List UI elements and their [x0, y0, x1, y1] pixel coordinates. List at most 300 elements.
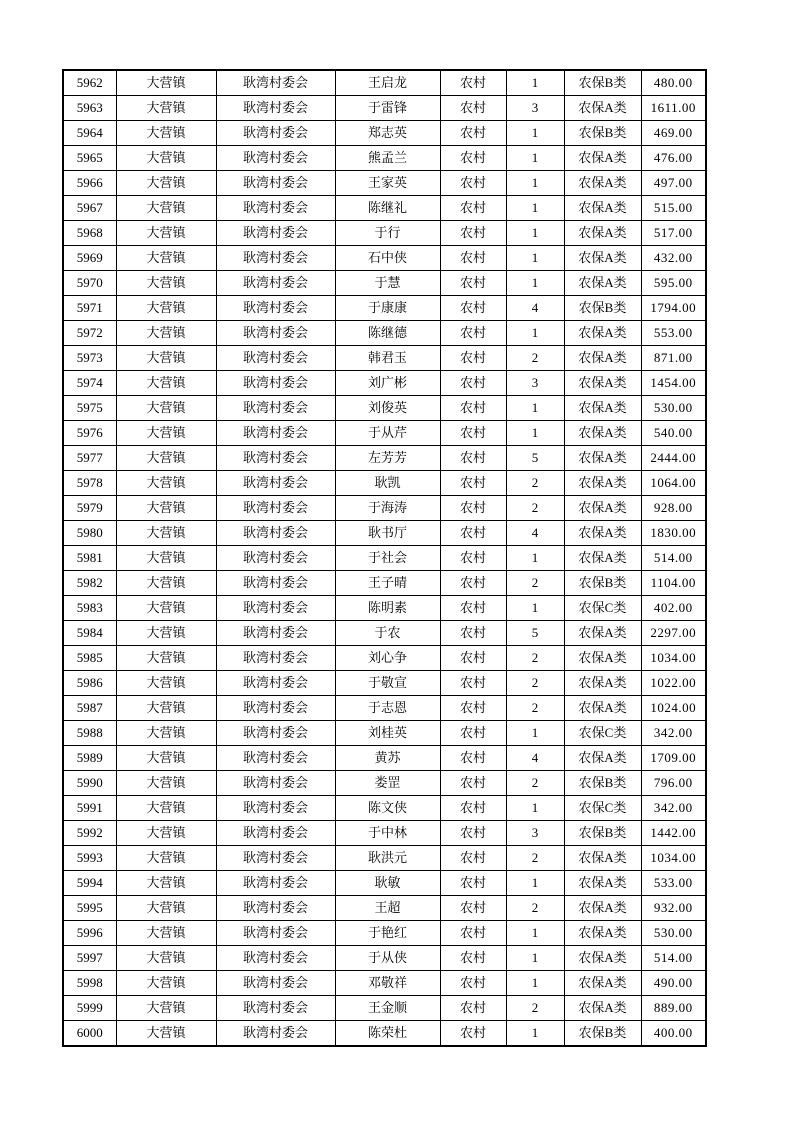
cell-amount: 517.00	[641, 221, 706, 246]
cell-seq: 5993	[63, 846, 116, 871]
cell-category: 农保A类	[564, 171, 641, 196]
cell-town: 大营镇	[116, 171, 216, 196]
cell-count: 2	[506, 896, 564, 921]
cell-residence: 农村	[440, 546, 506, 571]
cell-category: 农保A类	[564, 446, 641, 471]
cell-seq: 5975	[63, 396, 116, 421]
cell-count: 4	[506, 746, 564, 771]
cell-name: 于行	[335, 221, 440, 246]
cell-count: 1	[506, 971, 564, 996]
cell-category: 农保B类	[564, 1021, 641, 1047]
cell-category: 农保A类	[564, 946, 641, 971]
cell-town: 大营镇	[116, 496, 216, 521]
cell-residence: 农村	[440, 171, 506, 196]
cell-seq: 5990	[63, 771, 116, 796]
cell-seq: 5967	[63, 196, 116, 221]
table-row	[63, 696, 706, 721]
cell-town: 大营镇	[116, 221, 216, 246]
cell-name: 耿凯	[335, 471, 440, 496]
cell-amount: 530.00	[641, 921, 706, 946]
cell-category: 农保A类	[564, 746, 641, 771]
cell-village: 耿湾村委会	[216, 621, 335, 646]
table-row	[63, 546, 706, 571]
cell-count: 1	[506, 946, 564, 971]
cell-seq: 5986	[63, 671, 116, 696]
cell-village: 耿湾村委会	[216, 1021, 335, 1047]
table-row	[63, 821, 706, 846]
cell-town: 大营镇	[116, 596, 216, 621]
cell-category: 农保C类	[564, 796, 641, 821]
table-row	[63, 471, 706, 496]
cell-residence: 农村	[440, 621, 506, 646]
cell-count: 2	[506, 846, 564, 871]
cell-name: 王超	[335, 896, 440, 921]
table-row	[63, 746, 706, 771]
cell-seq: 5971	[63, 296, 116, 321]
cell-residence: 农村	[440, 196, 506, 221]
cell-seq: 5998	[63, 971, 116, 996]
table-row	[63, 421, 706, 446]
table-row	[63, 121, 706, 146]
cell-category: 农保A类	[564, 971, 641, 996]
table-row	[63, 70, 706, 96]
cell-seq: 5983	[63, 596, 116, 621]
cell-seq: 5995	[63, 896, 116, 921]
cell-residence: 农村	[440, 696, 506, 721]
cell-count: 1	[506, 871, 564, 896]
cell-amount: 1104.00	[641, 571, 706, 596]
cell-count: 4	[506, 296, 564, 321]
cell-seq: 5988	[63, 721, 116, 746]
cell-name: 于农	[335, 621, 440, 646]
table-row	[63, 721, 706, 746]
cell-category: 农保C类	[564, 721, 641, 746]
cell-category: 农保A类	[564, 346, 641, 371]
cell-town: 大营镇	[116, 996, 216, 1021]
cell-seq: 5989	[63, 746, 116, 771]
cell-amount: 1611.00	[641, 96, 706, 121]
cell-amount: 490.00	[641, 971, 706, 996]
cell-seq: 5996	[63, 921, 116, 946]
cell-residence: 农村	[440, 146, 506, 171]
cell-village: 耿湾村委会	[216, 396, 335, 421]
cell-town: 大营镇	[116, 846, 216, 871]
cell-name: 于从芹	[335, 421, 440, 446]
cell-town: 大营镇	[116, 946, 216, 971]
cell-village: 耿湾村委会	[216, 971, 335, 996]
cell-category: 农保A类	[564, 621, 641, 646]
cell-residence: 农村	[440, 596, 506, 621]
table-body	[63, 70, 706, 1046]
cell-residence: 农村	[440, 396, 506, 421]
cell-seq: 5964	[63, 121, 116, 146]
cell-category: 农保A类	[564, 96, 641, 121]
cell-town: 大营镇	[116, 371, 216, 396]
cell-town: 大营镇	[116, 921, 216, 946]
cell-residence: 农村	[440, 796, 506, 821]
table-row	[63, 496, 706, 521]
table-row	[63, 571, 706, 596]
cell-name: 邓敬祥	[335, 971, 440, 996]
cell-name: 陈继礼	[335, 196, 440, 221]
cell-residence: 农村	[440, 521, 506, 546]
cell-count: 1	[506, 121, 564, 146]
cell-seq: 5994	[63, 871, 116, 896]
cell-village: 耿湾村委会	[216, 571, 335, 596]
cell-category: 农保A类	[564, 671, 641, 696]
cell-seq: 5992	[63, 821, 116, 846]
cell-residence: 农村	[440, 971, 506, 996]
cell-village: 耿湾村委会	[216, 696, 335, 721]
cell-residence: 农村	[440, 1021, 506, 1047]
cell-name: 于艳红	[335, 921, 440, 946]
cell-residence: 农村	[440, 221, 506, 246]
cell-name: 于志恩	[335, 696, 440, 721]
cell-residence: 农村	[440, 646, 506, 671]
cell-count: 1	[506, 321, 564, 346]
cell-town: 大营镇	[116, 96, 216, 121]
cell-category: 农保A类	[564, 496, 641, 521]
table-row	[63, 871, 706, 896]
cell-residence: 农村	[440, 996, 506, 1021]
cell-town: 大营镇	[116, 821, 216, 846]
cell-village: 耿湾村委会	[216, 246, 335, 271]
cell-town: 大营镇	[116, 871, 216, 896]
cell-residence: 农村	[440, 896, 506, 921]
cell-village: 耿湾村委会	[216, 946, 335, 971]
table-row	[63, 521, 706, 546]
cell-count: 2	[506, 571, 564, 596]
table-row	[63, 996, 706, 1021]
cell-name: 石中侠	[335, 246, 440, 271]
cell-village: 耿湾村委会	[216, 346, 335, 371]
cell-amount: 533.00	[641, 871, 706, 896]
cell-count: 3	[506, 371, 564, 396]
cell-town: 大营镇	[116, 471, 216, 496]
cell-category: 农保C类	[564, 596, 641, 621]
cell-amount: 1064.00	[641, 471, 706, 496]
cell-residence: 农村	[440, 70, 506, 96]
table-row	[63, 171, 706, 196]
cell-residence: 农村	[440, 946, 506, 971]
cell-amount: 2297.00	[641, 621, 706, 646]
cell-name: 左芳芳	[335, 446, 440, 471]
cell-seq: 5984	[63, 621, 116, 646]
cell-name: 刘心争	[335, 646, 440, 671]
cell-seq: 5970	[63, 271, 116, 296]
cell-town: 大营镇	[116, 271, 216, 296]
cell-amount: 1442.00	[641, 821, 706, 846]
table-row	[63, 846, 706, 871]
cell-town: 大营镇	[116, 671, 216, 696]
cell-category: 农保A类	[564, 371, 641, 396]
cell-seq: 5978	[63, 471, 116, 496]
cell-seq: 5968	[63, 221, 116, 246]
cell-town: 大营镇	[116, 646, 216, 671]
cell-category: 农保A类	[564, 546, 641, 571]
table-row	[63, 596, 706, 621]
cell-count: 1	[506, 921, 564, 946]
cell-town: 大营镇	[116, 70, 216, 96]
cell-village: 耿湾村委会	[216, 496, 335, 521]
cell-count: 1	[506, 396, 564, 421]
table-row	[63, 1021, 706, 1047]
cell-category: 农保A类	[564, 271, 641, 296]
cell-seq: 5962	[63, 70, 116, 96]
cell-category: 农保A类	[564, 921, 641, 946]
cell-seq: 5999	[63, 996, 116, 1021]
cell-count: 1	[506, 146, 564, 171]
cell-seq: 5963	[63, 96, 116, 121]
cell-village: 耿湾村委会	[216, 171, 335, 196]
cell-category: 农保B类	[564, 121, 641, 146]
cell-name: 王启龙	[335, 70, 440, 96]
cell-village: 耿湾村委会	[216, 546, 335, 571]
cell-amount: 432.00	[641, 246, 706, 271]
cell-residence: 农村	[440, 471, 506, 496]
cell-name: 娄罡	[335, 771, 440, 796]
cell-category: 农保A类	[564, 646, 641, 671]
cell-town: 大营镇	[116, 246, 216, 271]
table-row	[63, 196, 706, 221]
cell-town: 大营镇	[116, 896, 216, 921]
cell-amount: 1034.00	[641, 846, 706, 871]
cell-residence: 农村	[440, 371, 506, 396]
cell-name: 于社会	[335, 546, 440, 571]
cell-seq: 5987	[63, 696, 116, 721]
cell-count: 1	[506, 246, 564, 271]
cell-residence: 农村	[440, 921, 506, 946]
cell-name: 王家英	[335, 171, 440, 196]
cell-village: 耿湾村委会	[216, 871, 335, 896]
cell-name: 王子晴	[335, 571, 440, 596]
cell-seq: 5979	[63, 496, 116, 521]
cell-amount: 480.00	[641, 70, 706, 96]
cell-amount: 1709.00	[641, 746, 706, 771]
cell-village: 耿湾村委会	[216, 121, 335, 146]
cell-count: 3	[506, 821, 564, 846]
cell-category: 农保A类	[564, 421, 641, 446]
cell-town: 大营镇	[116, 971, 216, 996]
cell-count: 2	[506, 771, 564, 796]
cell-category: 农保B类	[564, 296, 641, 321]
cell-village: 耿湾村委会	[216, 196, 335, 221]
cell-name: 王金顺	[335, 996, 440, 1021]
cell-village: 耿湾村委会	[216, 221, 335, 246]
cell-town: 大营镇	[116, 771, 216, 796]
cell-amount: 2444.00	[641, 446, 706, 471]
cell-category: 农保A类	[564, 471, 641, 496]
cell-amount: 1830.00	[641, 521, 706, 546]
cell-town: 大营镇	[116, 1021, 216, 1047]
cell-village: 耿湾村委会	[216, 321, 335, 346]
cell-category: 农保A类	[564, 696, 641, 721]
cell-count: 4	[506, 521, 564, 546]
cell-seq: 5966	[63, 171, 116, 196]
cell-amount: 514.00	[641, 546, 706, 571]
cell-name: 黄苏	[335, 746, 440, 771]
cell-count: 1	[506, 1021, 564, 1047]
cell-category: 农保A类	[564, 871, 641, 896]
cell-town: 大营镇	[116, 721, 216, 746]
cell-amount: 553.00	[641, 321, 706, 346]
table-row	[63, 146, 706, 171]
cell-category: 农保A类	[564, 846, 641, 871]
cell-town: 大营镇	[116, 121, 216, 146]
cell-category: 农保A类	[564, 896, 641, 921]
table-row	[63, 371, 706, 396]
table-row	[63, 646, 706, 671]
cell-count: 2	[506, 996, 564, 1021]
cell-seq: 5973	[63, 346, 116, 371]
cell-count: 1	[506, 271, 564, 296]
cell-village: 耿湾村委会	[216, 296, 335, 321]
table-row	[63, 321, 706, 346]
cell-count: 5	[506, 621, 564, 646]
cell-name: 刘俊英	[335, 396, 440, 421]
cell-village: 耿湾村委会	[216, 996, 335, 1021]
cell-residence: 农村	[440, 871, 506, 896]
cell-amount: 514.00	[641, 946, 706, 971]
cell-name: 于从侠	[335, 946, 440, 971]
cell-village: 耿湾村委会	[216, 596, 335, 621]
cell-village: 耿湾村委会	[216, 771, 335, 796]
cell-category: 农保B类	[564, 771, 641, 796]
cell-count: 1	[506, 421, 564, 446]
cell-village: 耿湾村委会	[216, 796, 335, 821]
cell-town: 大营镇	[116, 746, 216, 771]
cell-category: 农保A类	[564, 246, 641, 271]
cell-residence: 农村	[440, 721, 506, 746]
cell-amount: 1454.00	[641, 371, 706, 396]
cell-seq: 5980	[63, 521, 116, 546]
cell-village: 耿湾村委会	[216, 146, 335, 171]
cell-residence: 农村	[440, 346, 506, 371]
cell-count: 2	[506, 496, 564, 521]
cell-name: 陈文侠	[335, 796, 440, 821]
cell-village: 耿湾村委会	[216, 721, 335, 746]
cell-residence: 农村	[440, 496, 506, 521]
cell-amount: 497.00	[641, 171, 706, 196]
cell-seq: 5974	[63, 371, 116, 396]
cell-amount: 476.00	[641, 146, 706, 171]
cell-category: 农保A类	[564, 396, 641, 421]
cell-category: 农保A类	[564, 196, 641, 221]
cell-town: 大营镇	[116, 346, 216, 371]
cell-amount: 1024.00	[641, 696, 706, 721]
cell-town: 大营镇	[116, 296, 216, 321]
table-row	[63, 396, 706, 421]
cell-amount: 796.00	[641, 771, 706, 796]
cell-amount: 530.00	[641, 396, 706, 421]
cell-count: 1	[506, 70, 564, 96]
table-row	[63, 621, 706, 646]
table-row	[63, 346, 706, 371]
table-row	[63, 946, 706, 971]
cell-amount: 402.00	[641, 596, 706, 621]
cell-category: 农保B类	[564, 571, 641, 596]
cell-count: 1	[506, 546, 564, 571]
cell-count: 1	[506, 796, 564, 821]
cell-village: 耿湾村委会	[216, 371, 335, 396]
cell-name: 于海涛	[335, 496, 440, 521]
cell-town: 大营镇	[116, 796, 216, 821]
cell-name: 耿书厅	[335, 521, 440, 546]
cell-amount: 515.00	[641, 196, 706, 221]
cell-category: 农保B类	[564, 70, 641, 96]
cell-name: 于中林	[335, 821, 440, 846]
cell-name: 于敬宣	[335, 671, 440, 696]
table-row	[63, 671, 706, 696]
cell-seq: 5965	[63, 146, 116, 171]
cell-name: 于康康	[335, 296, 440, 321]
cell-amount: 932.00	[641, 896, 706, 921]
cell-town: 大营镇	[116, 696, 216, 721]
benefits-table	[62, 69, 707, 1047]
cell-village: 耿湾村委会	[216, 446, 335, 471]
cell-residence: 农村	[440, 821, 506, 846]
cell-category: 农保A类	[564, 146, 641, 171]
cell-name: 陈荣杜	[335, 1021, 440, 1047]
cell-residence: 农村	[440, 121, 506, 146]
cell-name: 熊孟兰	[335, 146, 440, 171]
cell-residence: 农村	[440, 421, 506, 446]
cell-name: 刘广彬	[335, 371, 440, 396]
cell-name: 陈明素	[335, 596, 440, 621]
cell-village: 耿湾村委会	[216, 646, 335, 671]
cell-count: 1	[506, 196, 564, 221]
cell-amount: 469.00	[641, 121, 706, 146]
cell-category: 农保A类	[564, 321, 641, 346]
cell-amount: 1034.00	[641, 646, 706, 671]
cell-seq: 5985	[63, 646, 116, 671]
cell-count: 1	[506, 221, 564, 246]
cell-town: 大营镇	[116, 396, 216, 421]
cell-residence: 农村	[440, 846, 506, 871]
cell-town: 大营镇	[116, 621, 216, 646]
cell-village: 耿湾村委会	[216, 471, 335, 496]
cell-seq: 5977	[63, 446, 116, 471]
cell-name: 耿洪元	[335, 846, 440, 871]
cell-town: 大营镇	[116, 421, 216, 446]
cell-village: 耿湾村委会	[216, 271, 335, 296]
cell-category: 农保A类	[564, 221, 641, 246]
cell-village: 耿湾村委会	[216, 70, 335, 96]
cell-town: 大营镇	[116, 196, 216, 221]
cell-count: 1	[506, 596, 564, 621]
cell-name: 刘桂英	[335, 721, 440, 746]
cell-amount: 540.00	[641, 421, 706, 446]
cell-residence: 农村	[440, 446, 506, 471]
table-row	[63, 771, 706, 796]
cell-residence: 农村	[440, 671, 506, 696]
table-row	[63, 921, 706, 946]
cell-seq: 5969	[63, 246, 116, 271]
cell-village: 耿湾村委会	[216, 746, 335, 771]
cell-count: 1	[506, 171, 564, 196]
cell-residence: 农村	[440, 771, 506, 796]
cell-town: 大营镇	[116, 146, 216, 171]
table-row	[63, 221, 706, 246]
cell-name: 陈继德	[335, 321, 440, 346]
cell-residence: 农村	[440, 296, 506, 321]
cell-amount: 342.00	[641, 721, 706, 746]
cell-count: 2	[506, 646, 564, 671]
cell-name: 于雷锋	[335, 96, 440, 121]
cell-seq: 5982	[63, 571, 116, 596]
cell-village: 耿湾村委会	[216, 421, 335, 446]
cell-town: 大营镇	[116, 571, 216, 596]
